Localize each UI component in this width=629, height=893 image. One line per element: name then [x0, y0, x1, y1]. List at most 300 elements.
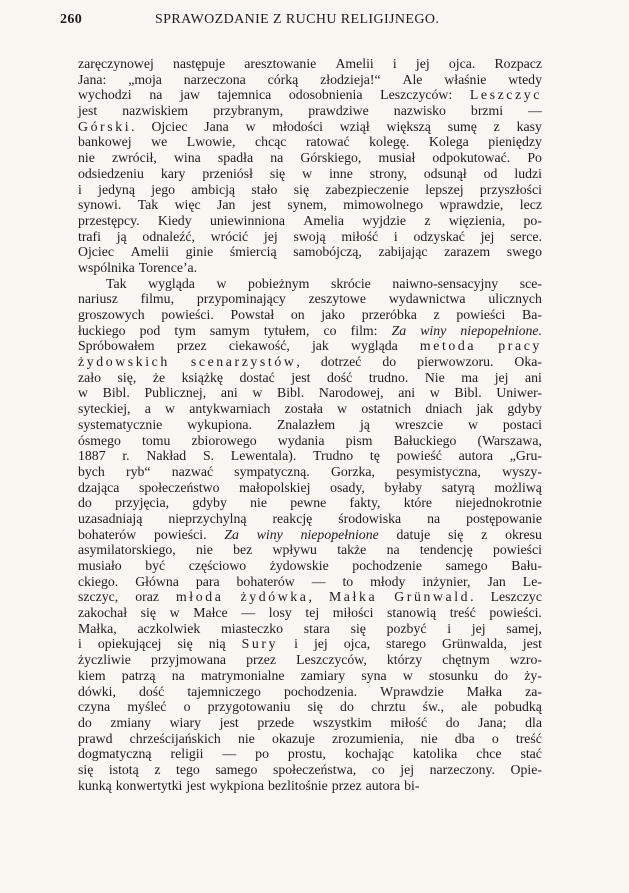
word: narzeczony.	[429, 761, 495, 777]
word: na	[171, 667, 185, 683]
word: ale	[461, 699, 478, 715]
word: z	[433, 307, 440, 322]
word: się	[78, 761, 94, 777]
word: jej	[480, 228, 495, 244]
word: musiało	[78, 558, 122, 573]
word: winy	[256, 526, 283, 542]
word: Jana	[204, 118, 229, 134]
word: przede	[257, 714, 295, 730]
word: ją	[359, 416, 370, 432]
word: miłość	[390, 714, 428, 730]
word: nie	[78, 150, 95, 166]
word: powieści	[492, 542, 542, 558]
word: jej	[415, 56, 430, 71]
word: chętnym	[442, 652, 490, 668]
word: osady,	[330, 479, 365, 495]
word: pod	[139, 322, 161, 338]
word: i	[78, 636, 82, 652]
word: Grünwalda,	[442, 636, 507, 652]
word: uniewinniona	[209, 212, 286, 228]
word: tę	[369, 448, 380, 464]
word: pobudką	[494, 699, 542, 715]
word: jej	[313, 636, 328, 652]
word: kary	[160, 165, 186, 181]
word: na	[386, 542, 400, 558]
word: ani	[398, 385, 416, 401]
word: na	[270, 150, 284, 166]
word: św.,	[422, 699, 444, 715]
word: przybranym,	[213, 103, 284, 119]
word: Trudno	[313, 448, 354, 464]
word: —	[528, 103, 542, 119]
word: Nie	[424, 369, 445, 385]
word: w	[337, 401, 348, 417]
word: bankowej	[78, 134, 132, 150]
text-line	[78, 542, 542, 558]
word: odpokutować.	[432, 150, 511, 166]
word: złodzieja!“	[320, 71, 381, 87]
word: —	[222, 746, 237, 762]
word: postaci	[502, 416, 542, 432]
word: tym	[174, 322, 196, 338]
text-line	[78, 778, 542, 794]
word: religii	[170, 746, 204, 762]
word: zało	[78, 369, 101, 385]
word: Górski.	[78, 118, 135, 134]
word: okresu	[505, 526, 542, 542]
text-line	[78, 433, 542, 449]
word: „Gru-	[509, 448, 542, 464]
word: datuje	[396, 526, 431, 542]
word: sumę	[447, 118, 477, 134]
word: matrymonialne	[200, 667, 285, 683]
word: wydania	[277, 432, 325, 448]
word: z	[154, 761, 161, 777]
word: Leszczyc	[490, 589, 542, 605]
text-line	[78, 72, 542, 88]
text-line	[78, 87, 542, 103]
word: w	[78, 385, 88, 401]
word: samej,	[506, 620, 542, 636]
word: kasy	[516, 118, 542, 134]
word: zmiany	[110, 714, 151, 730]
word: zeszytowe	[308, 291, 367, 307]
word: na	[149, 87, 163, 103]
word: więzienia,	[448, 212, 506, 228]
word: w	[216, 275, 227, 291]
word: dość	[327, 369, 353, 385]
word: wpływu	[272, 542, 317, 558]
word: opiekującej	[97, 636, 162, 652]
word: musiał	[378, 150, 416, 166]
word: powieści	[456, 307, 506, 322]
word: dzająca	[78, 479, 120, 495]
word: dostać	[239, 369, 275, 385]
word: gdyby	[507, 401, 542, 417]
word: wykupiona.	[187, 416, 252, 432]
word: Górskiego,	[300, 150, 362, 166]
text-line	[78, 636, 542, 652]
text-line	[78, 605, 542, 621]
word: ginie	[185, 244, 214, 260]
word: być	[145, 558, 166, 573]
word: żydowskich	[78, 354, 170, 370]
word: „moja	[128, 71, 162, 87]
word: Małka	[466, 683, 503, 699]
word: spadła	[217, 150, 254, 166]
word: nie	[420, 730, 438, 746]
word: kiem	[78, 667, 106, 683]
word: wspólnika	[78, 259, 135, 275]
word: dniach	[425, 401, 463, 417]
word: zaręczynowej	[78, 56, 154, 71]
word: dla	[525, 714, 542, 730]
word: młodości	[272, 118, 323, 134]
word: wychodzi	[78, 87, 132, 103]
word: zrozumienia,	[331, 730, 404, 746]
word: do	[340, 699, 354, 715]
word: Spróbowałem	[78, 338, 155, 354]
word: uzasadniają	[78, 510, 143, 526]
word: z	[424, 212, 431, 228]
word: bohaterów	[78, 526, 137, 542]
word: w	[302, 165, 313, 181]
word: Znalazłem	[276, 416, 336, 432]
word: samobójczą,	[293, 244, 362, 260]
word: ratować	[305, 134, 350, 150]
word: w	[169, 605, 180, 621]
word: ósmego	[78, 432, 121, 448]
text-line	[78, 464, 542, 480]
word: jego	[151, 181, 176, 197]
word: Sury	[241, 636, 279, 652]
word: Lewentala).	[230, 448, 297, 464]
word: nie	[237, 730, 255, 746]
word: śmiercią	[229, 244, 277, 260]
word: byłaby	[384, 479, 423, 495]
word: chce	[476, 746, 502, 762]
word: naiwno-sensacyjny	[392, 275, 499, 291]
text-line	[78, 354, 542, 370]
word: serce.	[510, 228, 542, 244]
word: co	[323, 322, 337, 338]
word: tej	[305, 605, 320, 621]
word: życzliwie	[78, 652, 131, 668]
word: Ale	[402, 71, 423, 87]
word: wyszy-	[502, 463, 542, 479]
word: prawdziwe	[308, 103, 369, 119]
word: Jan	[487, 573, 506, 589]
word: się	[269, 165, 286, 181]
word: stało	[251, 181, 278, 197]
word: ży-	[524, 667, 542, 683]
word: metoda	[419, 338, 477, 354]
page-header	[60, 12, 550, 34]
word: pobieżnym	[248, 275, 310, 291]
word: zwrócił,	[111, 150, 157, 166]
word: ludzi	[514, 165, 542, 181]
word: Uniwer-	[496, 385, 542, 401]
word: częściowo	[188, 558, 247, 573]
word: Ojciec	[151, 118, 188, 134]
word: powieści.	[489, 605, 542, 621]
word: nazwiskiem	[122, 103, 189, 119]
word: odzyskać	[413, 228, 465, 244]
word: niepopełnione.	[460, 322, 542, 338]
word: i	[447, 620, 452, 636]
word: sympatyczną.	[234, 463, 310, 479]
word: większą	[386, 118, 431, 134]
text-line	[78, 307, 542, 323]
paragraph	[78, 276, 542, 794]
word: miłości	[332, 605, 374, 621]
text-line	[78, 448, 542, 464]
word: powieść	[396, 448, 442, 464]
word: swoją	[293, 228, 326, 244]
word: o	[183, 699, 191, 715]
text-line	[78, 417, 542, 433]
word: z	[481, 526, 488, 542]
word: dówki,	[78, 683, 116, 699]
text-line	[78, 558, 542, 574]
word: do	[382, 354, 397, 370]
word: mimowolnego	[343, 197, 423, 213]
word: jak	[476, 401, 494, 417]
word: do	[494, 667, 509, 683]
text-line	[78, 134, 542, 150]
word: scenarzystów,	[190, 354, 300, 370]
word: została	[284, 401, 323, 417]
word: jest	[219, 714, 239, 730]
word: bezlitośnie	[268, 777, 328, 793]
word: a	[144, 401, 151, 417]
word: Wprawdzie	[380, 683, 444, 699]
word: w	[402, 667, 413, 683]
word: autora	[458, 448, 494, 464]
text-line	[78, 244, 542, 260]
word: Małce	[193, 605, 228, 621]
word: o	[491, 730, 499, 746]
word: Opie-	[510, 761, 542, 777]
word: tomu	[142, 432, 171, 448]
word: pracy	[498, 338, 542, 354]
word: Bałuckiego	[393, 432, 457, 448]
word: przeniósł	[202, 165, 253, 181]
text-line	[78, 621, 542, 637]
word: społeczeństwo	[139, 479, 220, 495]
word: Amelia	[303, 212, 345, 228]
word: kolegę.	[369, 134, 410, 150]
word: wiary	[169, 714, 202, 730]
word: we	[151, 134, 168, 150]
text-line	[78, 684, 542, 700]
word: ma	[461, 369, 479, 385]
word: Za	[224, 526, 239, 542]
word: miłość	[341, 228, 379, 244]
word: przez	[246, 652, 276, 668]
word: nazwisko	[393, 103, 446, 119]
word: inne	[329, 165, 353, 181]
word: ją	[116, 228, 127, 244]
body-text	[78, 56, 542, 793]
text-line	[78, 527, 542, 543]
word: córką	[267, 71, 299, 87]
word: nariusz	[78, 291, 118, 307]
word: do	[78, 495, 92, 511]
word: Za	[391, 322, 407, 338]
word: Leszczyców:	[380, 87, 453, 103]
word: chcąc	[255, 134, 287, 150]
text-line	[78, 103, 542, 119]
word: niepopełnione	[300, 526, 379, 542]
word: jest	[186, 777, 206, 793]
word: treść	[515, 730, 542, 746]
text-line	[78, 323, 542, 339]
word: asymilatorskiego,	[78, 542, 176, 558]
word: z	[493, 118, 500, 134]
text-line	[78, 229, 542, 245]
word: się	[177, 636, 193, 652]
word: film:	[350, 322, 378, 338]
word: myśleć	[127, 699, 167, 715]
page-number: 260	[60, 12, 83, 27]
word: lepszej	[425, 181, 464, 197]
word: samym	[209, 322, 250, 338]
word: katolika	[412, 746, 458, 762]
word: żydowskie	[269, 558, 329, 573]
word: łuckiego	[78, 322, 126, 338]
word: zamiary	[300, 667, 346, 683]
word: Małka,	[78, 620, 117, 636]
word: wina	[173, 150, 201, 166]
word: jest	[251, 197, 271, 213]
word: przeróbka	[361, 307, 417, 322]
word: Le-	[522, 573, 542, 589]
word: stać	[520, 746, 542, 762]
word: wygląda	[350, 338, 398, 354]
word: skrócie	[330, 275, 371, 291]
text-line	[78, 495, 542, 511]
word: Grünwald.	[394, 589, 474, 605]
paragraph	[78, 56, 542, 276]
word: autora	[365, 777, 401, 793]
word: także	[337, 542, 367, 558]
word: ryb“	[126, 463, 151, 479]
word: czyna	[78, 699, 111, 715]
text-line	[78, 762, 542, 778]
word: Bału-	[511, 558, 542, 573]
word: wygląda	[148, 275, 195, 291]
word: się,	[117, 369, 137, 385]
word: pesymistyczna,	[396, 463, 481, 479]
word: Torence’a.	[138, 259, 198, 275]
word: treść	[449, 605, 476, 621]
word: postępowanie	[466, 510, 542, 526]
word: ckiego.	[78, 573, 119, 589]
word: pieniędzy	[488, 134, 542, 150]
word: książkę	[181, 369, 223, 385]
word: po	[255, 746, 269, 762]
text-line	[78, 401, 542, 417]
word: chrześcijańskich	[129, 730, 221, 746]
word: to	[342, 573, 354, 589]
word: Nakład	[146, 448, 187, 464]
word: nie	[250, 495, 267, 511]
word: tajemniczego	[187, 683, 261, 699]
word: wzro-	[509, 652, 542, 668]
text-line	[78, 56, 542, 72]
text-line	[78, 338, 542, 354]
word: ojca.	[448, 56, 476, 71]
word: pochodzenie	[352, 558, 423, 573]
word: odsiedzeniu	[78, 165, 144, 181]
word: samego	[445, 558, 488, 573]
word: ulicznych	[488, 291, 542, 307]
word: groszowych	[78, 307, 145, 322]
word: fakty,	[349, 495, 381, 511]
word: stanowią	[387, 605, 437, 621]
word: Rozpacz	[494, 56, 542, 71]
word: nazwać	[171, 463, 214, 479]
word: dotrzeć	[320, 354, 362, 370]
text-line	[78, 480, 542, 496]
word: Powstał	[230, 307, 275, 322]
word: do	[78, 714, 92, 730]
word: odnaleźć,	[142, 228, 195, 244]
word: wykpiona	[209, 777, 264, 793]
word: możliwą	[494, 479, 542, 495]
word: powieści.	[161, 307, 214, 322]
text-line	[78, 511, 542, 527]
word: konwertytki	[115, 777, 183, 793]
word: się	[350, 620, 366, 636]
word: ambicją	[191, 181, 236, 197]
word: na	[427, 510, 441, 526]
word: nią	[208, 636, 226, 652]
word: inżynier,	[422, 573, 471, 589]
word: Jan	[217, 197, 236, 213]
word: pozbyć	[386, 620, 427, 636]
word: trudno.	[368, 369, 409, 385]
word: ciekawość,	[228, 338, 290, 354]
text-line	[78, 652, 542, 668]
word: Bibl.	[454, 385, 482, 401]
word: Kolega	[428, 134, 469, 150]
word: dba	[454, 730, 475, 746]
word: jaw	[180, 87, 200, 103]
text-line	[78, 166, 542, 182]
word: przez	[331, 777, 362, 793]
word: zabijając	[378, 244, 428, 260]
word: synowi.	[78, 197, 122, 213]
word: swego	[506, 244, 542, 260]
word: Amelii	[335, 56, 374, 71]
word: starego	[386, 636, 427, 652]
text-line	[78, 731, 542, 747]
word: Leszczyców,	[296, 652, 367, 668]
word: bi-	[404, 777, 420, 793]
word: (Warszawa,	[477, 432, 542, 448]
text-line	[78, 370, 542, 386]
word: stara	[303, 620, 330, 636]
word: młody	[370, 573, 406, 589]
word: przez	[176, 338, 207, 354]
word: szczyc,	[78, 589, 119, 605]
word: środowiska	[338, 510, 402, 526]
word: antykwarniach	[189, 401, 271, 417]
word: stosunku	[428, 667, 479, 683]
word: tendencję	[419, 542, 473, 558]
